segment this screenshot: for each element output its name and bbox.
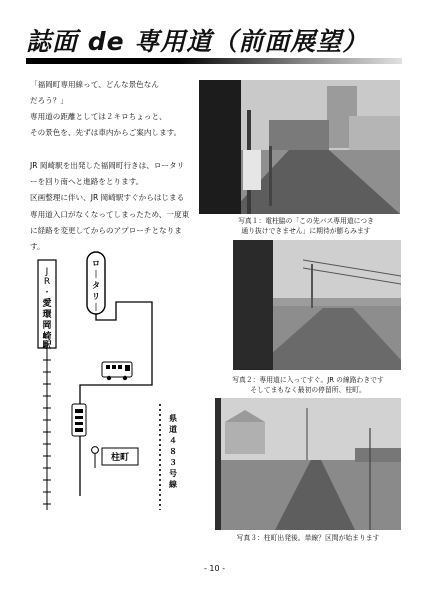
svg-text:県: 県 <box>169 414 177 423</box>
intro-line: 専用道の距離としては２キロちょっと、 <box>30 112 167 121</box>
svg-text:｜: ｜ <box>92 270 100 279</box>
station-label-char: 崎 <box>42 332 52 342</box>
svg-text:リ: リ <box>92 292 100 301</box>
photo-2-scene <box>233 240 401 370</box>
photo-3-caption <box>218 533 398 543</box>
route-map <box>26 244 206 514</box>
photo-1-caption <box>216 216 396 236</box>
stop-label: 柱町 <box>110 453 130 463</box>
intro-paragraph <box>30 77 195 141</box>
bus-stop-icon <box>92 447 99 468</box>
photo-2-bus-road-along-rails <box>233 240 401 370</box>
photo-1-bus-road-entrance <box>199 80 400 214</box>
body-line: に経路を変更してからのアプローチとなりま <box>30 225 182 235</box>
caption-line: 写真２：専用道に入ってすぐ。JR の線路わきです <box>232 376 384 384</box>
photo-1-scene <box>199 80 400 214</box>
body-line: 専用道入口がなくなってしまったため、一度東 <box>30 209 190 219</box>
photo-3-single-lane-section <box>215 398 401 530</box>
caption-line: 写真３：柱町出発後。単線？区間が始まります <box>236 534 380 542</box>
svg-text:４: ４ <box>169 436 177 445</box>
svg-text:３: ３ <box>169 458 177 467</box>
station-label-char: 環 <box>42 310 52 320</box>
page-number: - 10 - <box>203 564 226 573</box>
bus-icon <box>102 362 132 380</box>
intro-line: だろう？」 <box>30 96 68 105</box>
intro-line: その景色を、先ずは車内からご案内します。 <box>30 128 182 137</box>
bus-icon-vertical <box>72 404 86 436</box>
caption-line: 通り抜けできません」に期待が膨らみます <box>241 227 371 235</box>
body-line: す。 <box>30 242 45 252</box>
caption-line: 写真１：電柱脇の「この先バス専用道につき <box>238 217 374 225</box>
intro-line: 「福岡町専用線って、どんな景色なん <box>30 80 159 89</box>
page-title: 誌面 de 専用道（前面展望） <box>26 27 369 56</box>
body-paragraph <box>30 158 192 255</box>
svg-text:ロ: ロ <box>92 259 100 268</box>
photo-2-caption <box>215 375 401 395</box>
station-label-char: J <box>45 267 49 277</box>
body-line: ーを回り南へと進路をとります。 <box>30 177 144 187</box>
station-label-char: ・ <box>42 288 52 298</box>
station-label-char: 愛 <box>42 299 52 309</box>
title-underline-bar <box>26 58 402 64</box>
station-label-char: 岡 <box>42 321 52 331</box>
caption-line: そしてまもなく最初の停留所、柱町。 <box>250 386 366 394</box>
bus-route-line <box>80 302 152 496</box>
svg-text:８: ８ <box>169 447 177 456</box>
station-label-char: 駅 <box>42 341 52 351</box>
station-label-char: R <box>43 277 51 287</box>
svg-text:線: 線 <box>169 480 177 489</box>
svg-text:道: 道 <box>169 425 177 434</box>
svg-text:｜: ｜ <box>92 303 100 312</box>
svg-text:タ: タ <box>92 281 100 290</box>
svg-text:号: 号 <box>169 469 177 478</box>
body-line: 区画整理に伴い、JR 岡崎駅すぐからはじまる <box>30 193 185 203</box>
photo-3-scene <box>215 398 401 530</box>
body-line: JR 岡崎駅を出発した福岡町行きは、ロータリ <box>30 161 185 170</box>
